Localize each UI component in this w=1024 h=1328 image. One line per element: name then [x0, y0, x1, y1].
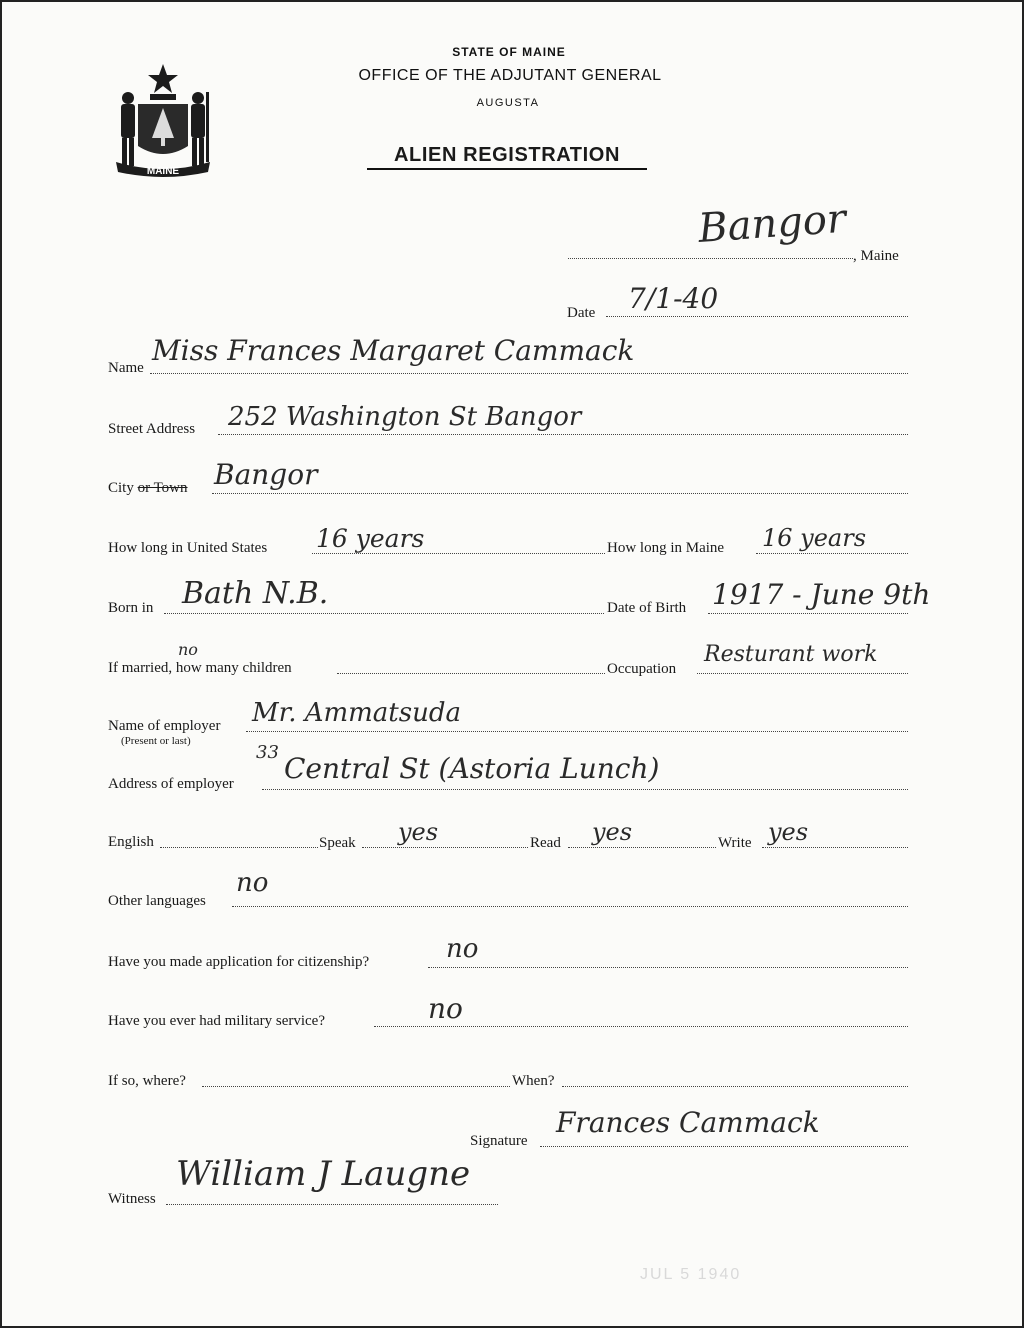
other-languages-entry: no — [236, 868, 269, 898]
english-line — [160, 847, 318, 848]
witness-label: Witness — [108, 1191, 156, 1207]
born-in-entry: Bath N.B. — [182, 576, 329, 611]
street-address-label: Street Address — [108, 421, 196, 437]
how-long-maine-label: How long in Maine — [607, 540, 725, 556]
employer-address-line — [262, 789, 908, 790]
other-languages-label: Other languages — [108, 893, 206, 909]
where-line — [202, 1086, 510, 1087]
signature-label: Signature — [470, 1133, 528, 1149]
occupation-label: Occupation — [607, 661, 677, 677]
citizenship-line — [428, 967, 908, 968]
employer-address-number-entry: 33 — [256, 742, 279, 763]
employer-address-entry: Central St (Astoria Lunch) — [284, 752, 660, 785]
children-entry: no — [178, 640, 198, 659]
place-line — [568, 258, 853, 259]
received-date-stamp: JUL 5 1940 — [640, 1266, 742, 1283]
employer-name-line — [246, 731, 908, 732]
english-label: English — [108, 834, 154, 850]
date-of-birth-line — [708, 613, 908, 614]
date-label: Date — [567, 305, 596, 321]
military-entry: no — [428, 992, 463, 1025]
place-entry: Bangor — [696, 195, 848, 252]
name-entry: Miss Frances Margaret Cammack — [152, 334, 635, 367]
office-heading: OFFICE OF THE ADJUTANT GENERAL — [358, 67, 662, 84]
citizenship-label: Have you made application for citizenship? — [108, 954, 370, 970]
write-label: Write — [718, 835, 752, 851]
employer-note-label: (Present or last) — [121, 735, 191, 747]
state-heading: STATE OF MAINE — [452, 45, 566, 59]
city-line — [212, 493, 908, 494]
city-label — [108, 480, 188, 497]
occupation-line — [697, 673, 908, 674]
other-languages-line — [232, 906, 908, 907]
how-long-us-line — [312, 553, 605, 554]
where-label: If so, where? — [108, 1073, 186, 1089]
employer-name-label: Name of employer — [108, 718, 221, 734]
scan-border-top — [0, 0, 1024, 2]
speak-entry: yes — [398, 818, 439, 846]
how-long-maine-entry: 16 years — [762, 524, 867, 552]
street-address-entry: 252 Washington St Bangor — [228, 402, 582, 432]
speak-label: Speak — [319, 835, 356, 851]
when-line — [562, 1086, 908, 1087]
date-of-birth-entry: 1917 - June 9th — [712, 578, 931, 611]
citizenship-entry: no — [446, 934, 479, 964]
date-of-birth-label: Date of Birth — [607, 600, 687, 616]
signature-entry: Frances Cammack — [556, 1106, 820, 1139]
read-entry: yes — [592, 818, 633, 846]
children-label: If married, how many children — [108, 660, 292, 676]
signature-line — [540, 1146, 908, 1147]
name-line — [150, 373, 908, 374]
when-label: When? — [512, 1073, 555, 1089]
speak-line — [362, 847, 528, 848]
city-entry: Bangor — [214, 458, 318, 491]
scan-border-left — [0, 0, 2, 1328]
maine-suffix-label: , Maine — [853, 248, 899, 264]
how-long-us-entry: 16 years — [316, 524, 425, 553]
form-title: ALIEN REGISTRATION — [367, 144, 647, 170]
military-line — [374, 1026, 908, 1027]
write-line — [762, 847, 908, 848]
read-label: Read — [530, 835, 561, 851]
how-long-maine-line — [756, 553, 908, 554]
occupation-entry: Resturant work — [704, 642, 878, 667]
city-label-prefix: City — [108, 480, 138, 496]
name-label: Name — [108, 360, 144, 376]
military-label: Have you ever had military service? — [108, 1013, 325, 1029]
seal-banner-text: MAINE — [146, 166, 180, 177]
date-entry: 7/1-40 — [628, 282, 719, 315]
witness-line — [166, 1204, 498, 1205]
date-line — [606, 316, 908, 317]
read-line — [568, 847, 716, 848]
how-long-us-label: How long in United States — [108, 540, 268, 556]
employer-address-label: Address of employer — [108, 776, 234, 792]
employer-name-entry: Mr. Ammatsuda — [252, 698, 461, 728]
born-in-line — [164, 613, 604, 614]
witness-entry: William J Laugne — [176, 1154, 471, 1194]
born-in-label: Born in — [108, 600, 154, 616]
city-heading: AUGUSTA — [476, 97, 540, 109]
children-line — [337, 673, 605, 674]
street-address-line — [218, 434, 908, 435]
write-entry: yes — [768, 818, 809, 846]
city-label-struck: or Town — [137, 480, 188, 496]
